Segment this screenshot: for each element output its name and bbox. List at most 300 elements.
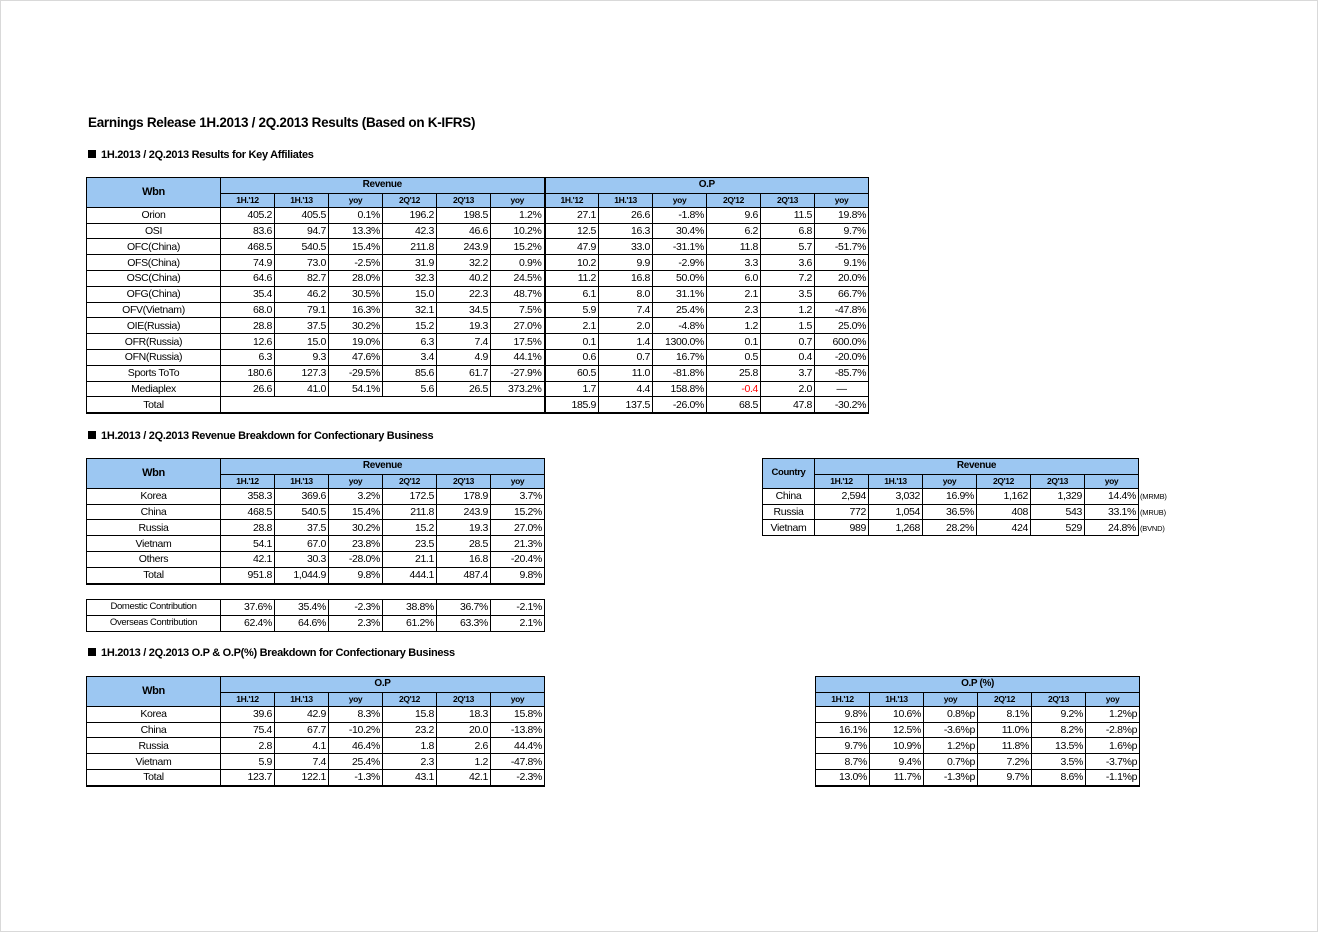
region-name: Russia	[87, 520, 221, 536]
revenue-cell: 0.9%	[491, 255, 545, 271]
op-cell: 5.7	[761, 239, 815, 255]
op-cell: 18.3	[437, 706, 491, 722]
revenue-cell: 7.4	[437, 334, 491, 350]
op-cell: 0.5	[707, 349, 761, 365]
contribution-row	[87, 600, 545, 616]
section2-heading	[88, 430, 433, 442]
op-cell: 50.0%	[653, 270, 707, 286]
revenue-cell: 37.5	[275, 520, 329, 536]
revenue-cell: 198.5	[437, 207, 491, 223]
revenue-cell: 405.5	[275, 207, 329, 223]
revenue-cell: 26.6	[221, 381, 275, 397]
op-margin-cell: 12.5%	[870, 722, 924, 738]
revenue-cell: 19.3	[437, 318, 491, 334]
local-revenue-cell: 529	[1031, 520, 1085, 536]
op-cell: 5.9	[545, 302, 599, 318]
op-cell: 9.9	[599, 255, 653, 271]
op-margin-cell: 9.7%	[978, 769, 1032, 785]
op-total-cell: 137.5	[599, 397, 653, 413]
revenue-cell: 28.5	[437, 536, 491, 552]
op-cell: 600.0%	[815, 334, 869, 350]
affiliate-name: OFC(China)	[87, 239, 221, 255]
column-header: 2Q'13	[1031, 474, 1085, 488]
revenue-group-header: Revenue	[221, 459, 545, 475]
revenue-cell: 3.2%	[329, 488, 383, 504]
op-cell: 3.3	[707, 255, 761, 271]
revenue-cell: 19.3	[437, 520, 491, 536]
local-revenue-cell: 33.1%	[1085, 504, 1139, 520]
op-cell: 2.0	[599, 318, 653, 334]
table-row	[87, 520, 545, 536]
op-cell: 1.2	[707, 318, 761, 334]
op-cell: -51.7%	[815, 239, 869, 255]
revenue-cell: 7.5%	[491, 302, 545, 318]
op-cell: 19.8%	[815, 207, 869, 223]
column-header: yoy	[491, 193, 545, 207]
op-cell: 11.5	[761, 207, 815, 223]
column-header: yoy	[653, 193, 707, 207]
section2-heading-text: 1H.2013 / 2Q.2013 Revenue Breakdown for Confectionary Business	[101, 430, 434, 442]
revenue-cell: 9.8%	[491, 567, 545, 583]
table-row	[763, 520, 1139, 536]
op-cell: 27.1	[545, 207, 599, 223]
table-row	[87, 365, 869, 381]
op-cell: 4.4	[599, 381, 653, 397]
column-header: 2Q'12	[383, 692, 437, 706]
op-cell: 8.0	[599, 286, 653, 302]
section3-heading	[88, 647, 455, 659]
column-header: 1H.'13	[275, 193, 329, 207]
region-name: Korea	[87, 706, 221, 722]
op-cell: 47.9	[545, 239, 599, 255]
op-cell: 46.4%	[329, 738, 383, 754]
op-cell: 1300.0%	[653, 334, 707, 350]
op-cell: 1.2	[437, 754, 491, 770]
op-cell: 0.1	[707, 334, 761, 350]
op-cell: 1.8	[383, 738, 437, 754]
local-revenue-cell: 1,268	[869, 520, 923, 536]
revenue-cell: 243.9	[437, 239, 491, 255]
local-revenue-cell: 1,329	[1031, 488, 1085, 504]
local-revenue-cell: 24.8%	[1085, 520, 1139, 536]
table-row	[816, 769, 1140, 785]
revenue-cell: 172.5	[383, 488, 437, 504]
revenue-cell: 34.5	[437, 302, 491, 318]
op-cell: 2.6	[437, 738, 491, 754]
revenue-cell: 54.1%	[329, 381, 383, 397]
contribution-cell: 36.7%	[437, 600, 491, 616]
column-header: 2Q'13	[437, 193, 491, 207]
table-row	[87, 722, 545, 738]
square-bullet-icon	[88, 648, 96, 656]
revenue-cell: 405.2	[221, 207, 275, 223]
revenue-cell: 32.1	[383, 302, 437, 318]
contribution-cell: 37.6%	[221, 600, 275, 616]
op-group-header: O.P	[221, 677, 545, 693]
affiliate-name: OSC(China)	[87, 270, 221, 286]
op-margin-cell: 9.7%	[816, 738, 870, 754]
table-row	[87, 302, 869, 318]
revenue-cell: 196.2	[383, 207, 437, 223]
column-header: yoy	[815, 193, 869, 207]
revenue-cell: 3.7%	[491, 488, 545, 504]
local-revenue-cell: 772	[815, 504, 869, 520]
revenue-cell: 358.3	[221, 488, 275, 504]
local-revenue-cell: 14.4%	[1085, 488, 1139, 504]
revenue-total-blank	[221, 397, 545, 413]
revenue-cell: 26.5	[437, 381, 491, 397]
revenue-cell: 211.8	[383, 239, 437, 255]
contribution-cell: -2.3%	[329, 600, 383, 616]
op-cell: -2.3%	[491, 769, 545, 785]
table-row	[87, 738, 545, 754]
contribution-row	[87, 615, 545, 631]
revenue-cell: 40.2	[437, 270, 491, 286]
table-row	[87, 223, 869, 239]
column-header: yoy	[329, 193, 383, 207]
revenue-cell: 23.8%	[329, 536, 383, 552]
op-cell: -47.8%	[815, 302, 869, 318]
column-header: 2Q'12	[383, 474, 437, 488]
contribution-cell: 62.4%	[221, 615, 275, 631]
contribution-table	[86, 599, 545, 632]
revenue-cell: 951.8	[221, 567, 275, 583]
table-row	[87, 551, 545, 567]
op-cell: 6.1	[545, 286, 599, 302]
revenue-cell: 68.0	[221, 302, 275, 318]
revenue-cell: 73.0	[275, 255, 329, 271]
revenue-cell: 15.2	[383, 318, 437, 334]
table-row	[87, 255, 869, 271]
revenue-cell: 16.8	[437, 551, 491, 567]
column-header: yoy	[1085, 474, 1139, 488]
op-margin-cell: 1.6%p	[1086, 738, 1140, 754]
contribution-label: Domestic Contribution	[87, 600, 221, 616]
op-total-cell: -26.0%	[653, 397, 707, 413]
revenue-cell: 22.3	[437, 286, 491, 302]
revenue-cell: 35.4	[221, 286, 275, 302]
op-margin-cell: -3.7%p	[1086, 754, 1140, 770]
table-row	[816, 722, 1140, 738]
op-cell: 20.0%	[815, 270, 869, 286]
op-cell: 6.2	[707, 223, 761, 239]
revenue-cell: 540.5	[275, 239, 329, 255]
square-bullet-icon	[88, 431, 96, 439]
country-header: Country	[763, 459, 815, 489]
op-cell: 3.5	[761, 286, 815, 302]
table-row	[87, 349, 869, 365]
column-header: 2Q'12	[978, 692, 1032, 706]
revenue-cell: 37.5	[275, 318, 329, 334]
op-cell: 75.4	[221, 722, 275, 738]
op-cell: 7.4	[599, 302, 653, 318]
op-margin-group-header: O.P (%)	[816, 677, 1140, 693]
revenue-cell: 15.2%	[491, 239, 545, 255]
column-header: 1H.'12	[221, 474, 275, 488]
affiliate-name: OFS(China)	[87, 255, 221, 271]
revenue-cell: 85.6	[383, 365, 437, 381]
op-margin-cell: 8.6%	[1032, 769, 1086, 785]
op-cell: 3.6	[761, 255, 815, 271]
revenue-cell: 30.3	[275, 551, 329, 567]
op-cell: 60.5	[545, 365, 599, 381]
column-header: 1H.'12	[815, 474, 869, 488]
revenue-cell: 83.6	[221, 223, 275, 239]
op-cell: 20.0	[437, 722, 491, 738]
op-cell: 1.2	[761, 302, 815, 318]
revenue-cell: 67.0	[275, 536, 329, 552]
contribution-cell: 63.3%	[437, 615, 491, 631]
revenue-cell: 19.0%	[329, 334, 383, 350]
affiliate-name: OIE(Russia)	[87, 318, 221, 334]
op-cell: 23.2	[383, 722, 437, 738]
column-header: 2Q'13	[761, 193, 815, 207]
contribution-cell: 35.4%	[275, 600, 329, 616]
op-cell: 15.8	[383, 706, 437, 722]
op-margin-cell: -1.3%p	[924, 769, 978, 785]
op-cell: 0.7	[761, 334, 815, 350]
op-cell: 2.1	[545, 318, 599, 334]
op-margin-cell: 3.5%	[1032, 754, 1086, 770]
revenue-cell: 21.3%	[491, 536, 545, 552]
column-header: yoy	[491, 474, 545, 488]
affiliate-name: OFV(Vietnam)	[87, 302, 221, 318]
row-header: Wbn	[87, 178, 221, 208]
revenue-cell: 74.9	[221, 255, 275, 271]
table-row	[87, 488, 545, 504]
op-cell: -20.0%	[815, 349, 869, 365]
op-cell: 7.4	[275, 754, 329, 770]
op-cell: 3.7	[761, 365, 815, 381]
op-cell: -13.8%	[491, 722, 545, 738]
revenue-cell: 9.3	[275, 349, 329, 365]
op-cell: 25.4%	[653, 302, 707, 318]
column-header: yoy	[924, 692, 978, 706]
op-cell: 11.2	[545, 270, 599, 286]
revenue-breakdown-table	[86, 458, 545, 585]
table-row	[87, 706, 545, 722]
op-cell: 0.6	[545, 349, 599, 365]
revenue-cell: 373.2%	[491, 381, 545, 397]
op-cell: 7.2	[761, 270, 815, 286]
revenue-cell: 46.2	[275, 286, 329, 302]
revenue-cell: 468.5	[221, 504, 275, 520]
op-cell: -1.3%	[329, 769, 383, 785]
affiliate-name: Sports ToTo	[87, 365, 221, 381]
op-cell: 26.6	[599, 207, 653, 223]
op-cell: 1.4	[599, 334, 653, 350]
op-cell: 10.2	[545, 255, 599, 271]
column-header: 2Q'12	[383, 193, 437, 207]
op-margin-cell: 10.9%	[870, 738, 924, 754]
op-margin-cell: 11.7%	[870, 769, 924, 785]
column-header: 2Q'12	[707, 193, 761, 207]
column-header: 1H.'13	[599, 193, 653, 207]
revenue-cell: 1.2%	[491, 207, 545, 223]
table-row	[763, 488, 1139, 504]
total-label: Total	[87, 397, 221, 413]
op-margin-cell: 0.7%p	[924, 754, 978, 770]
column-header: 1H.'13	[275, 692, 329, 706]
op-cell: 39.6	[221, 706, 275, 722]
table-row	[87, 270, 869, 286]
revenue-cell: 30.5%	[329, 286, 383, 302]
op-cell: 0.1	[545, 334, 599, 350]
total-row	[87, 567, 545, 583]
contribution-cell: 38.8%	[383, 600, 437, 616]
op-margin-cell: 13.5%	[1032, 738, 1086, 754]
op-total-cell: 185.9	[545, 397, 599, 413]
revenue-cell: 127.3	[275, 365, 329, 381]
op-cell: 4.1	[275, 738, 329, 754]
local-revenue-cell: 989	[815, 520, 869, 536]
contribution-cell: -2.1%	[491, 600, 545, 616]
country-name: China	[763, 488, 815, 504]
revenue-cell: 15.0	[275, 334, 329, 350]
contribution-label: Overseas Contribution	[87, 615, 221, 631]
op-breakdown-table	[86, 676, 545, 787]
op-cell: 9.7%	[815, 223, 869, 239]
revenue-cell: 30.2%	[329, 318, 383, 334]
op-cell: 67.7	[275, 722, 329, 738]
op-margin-cell: 7.2%	[978, 754, 1032, 770]
column-header: 1H.'13	[275, 474, 329, 488]
local-revenue-cell: 408	[977, 504, 1031, 520]
table-row	[87, 239, 869, 255]
op-cell: 12.5	[545, 223, 599, 239]
op-cell: -0.4	[707, 381, 761, 397]
op-group-header: O.P	[545, 178, 869, 194]
revenue-group-header: Revenue	[815, 459, 1139, 475]
op-cell: 25.0%	[815, 318, 869, 334]
op-margin-cell: 10.6%	[870, 706, 924, 722]
affiliate-name: OFR(Russia)	[87, 334, 221, 350]
section1-heading-text: 1H.2013 / 2Q.2013 Results for Key Affiliates	[101, 149, 314, 161]
revenue-cell: 27.0%	[491, 318, 545, 334]
revenue-cell: 32.2	[437, 255, 491, 271]
revenue-cell: 21.1	[383, 551, 437, 567]
revenue-cell: 15.4%	[329, 504, 383, 520]
revenue-cell: 94.7	[275, 223, 329, 239]
revenue-cell: 15.2	[383, 520, 437, 536]
region-name: Vietnam	[87, 536, 221, 552]
table-row	[763, 504, 1139, 520]
revenue-cell: 243.9	[437, 504, 491, 520]
op-cell: 16.3	[599, 223, 653, 239]
revenue-cell: 5.6	[383, 381, 437, 397]
op-cell: 6.8	[761, 223, 815, 239]
op-margin-cell: 13.0%	[816, 769, 870, 785]
op-cell: 30.4%	[653, 223, 707, 239]
revenue-cell: -29.5%	[329, 365, 383, 381]
op-cell: 6.0	[707, 270, 761, 286]
revenue-cell: 28.8	[221, 520, 275, 536]
revenue-cell: 15.0	[383, 286, 437, 302]
table-row	[87, 286, 869, 302]
op-cell: 9.6	[707, 207, 761, 223]
op-cell: 122.1	[275, 769, 329, 785]
revenue-cell: 12.6	[221, 334, 275, 350]
column-header: 2Q'13	[1032, 692, 1086, 706]
column-header: yoy	[329, 692, 383, 706]
revenue-cell: 15.2%	[491, 504, 545, 520]
region-name: Korea	[87, 488, 221, 504]
currency-unit-note: (MRUB)	[1140, 507, 1166, 517]
revenue-cell: 6.3	[221, 349, 275, 365]
column-header: 1H.'13	[870, 692, 924, 706]
revenue-cell: 468.5	[221, 239, 275, 255]
local-revenue-cell: 2,594	[815, 488, 869, 504]
op-cell: -4.8%	[653, 318, 707, 334]
total-row	[87, 769, 545, 785]
revenue-cell: -27.9%	[491, 365, 545, 381]
revenue-cell: 28.8	[221, 318, 275, 334]
section3-heading-text: 1H.2013 / 2Q.2013 O.P & O.P(%) Breakdown for Confectionary Business	[101, 647, 455, 659]
revenue-cell: 540.5	[275, 504, 329, 520]
column-header: yoy	[491, 692, 545, 706]
local-revenue-cell: 16.9%	[923, 488, 977, 504]
op-margin-cell: 8.2%	[1032, 722, 1086, 738]
revenue-cell: 10.2%	[491, 223, 545, 239]
op-cell: -47.8%	[491, 754, 545, 770]
op-total-cell: -30.2%	[815, 397, 869, 413]
affiliate-name: Mediaplex	[87, 381, 221, 397]
row-header: Wbn	[87, 459, 221, 489]
revenue-cell: 82.7	[275, 270, 329, 286]
revenue-cell: 487.4	[437, 567, 491, 583]
column-header: 1H.'12	[545, 193, 599, 207]
op-total-cell: 47.8	[761, 397, 815, 413]
revenue-cell: 61.7	[437, 365, 491, 381]
affiliate-name: Orion	[87, 207, 221, 223]
op-cell: 2.3	[383, 754, 437, 770]
op-cell: 123.7	[221, 769, 275, 785]
table-row	[87, 754, 545, 770]
revenue-cell: 180.6	[221, 365, 275, 381]
affiliate-name: OSI	[87, 223, 221, 239]
region-name: Others	[87, 551, 221, 567]
row-header: Wbn	[87, 677, 221, 707]
table-row	[87, 536, 545, 552]
affiliate-name: OFG(China)	[87, 286, 221, 302]
op-cell: -31.1%	[653, 239, 707, 255]
op-margin-cell: 9.2%	[1032, 706, 1086, 722]
op-cell: 11.8	[707, 239, 761, 255]
op-cell: 44.4%	[491, 738, 545, 754]
revenue-cell: 15.4%	[329, 239, 383, 255]
local-currency-revenue-table	[762, 458, 1139, 536]
column-header: yoy	[923, 474, 977, 488]
op-cell: 25.8	[707, 365, 761, 381]
revenue-cell: 211.8	[383, 504, 437, 520]
table-row	[816, 754, 1140, 770]
revenue-cell: -28.0%	[329, 551, 383, 567]
revenue-cell: 3.4	[383, 349, 437, 365]
op-margin-cell: -3.6%p	[924, 722, 978, 738]
op-margin-cell: 0.8%p	[924, 706, 978, 722]
revenue-cell: 17.5%	[491, 334, 545, 350]
op-cell: 1.5	[761, 318, 815, 334]
column-header: 2Q'13	[437, 692, 491, 706]
column-header: yoy	[1086, 692, 1140, 706]
op-margin-cell: 1.2%p	[1086, 706, 1140, 722]
revenue-cell: 369.6	[275, 488, 329, 504]
contribution-cell: 2.1%	[491, 615, 545, 631]
op-cell: 2.0	[761, 381, 815, 397]
op-cell: -1.8%	[653, 207, 707, 223]
op-margin-table	[815, 676, 1140, 787]
revenue-cell: 6.3	[383, 334, 437, 350]
